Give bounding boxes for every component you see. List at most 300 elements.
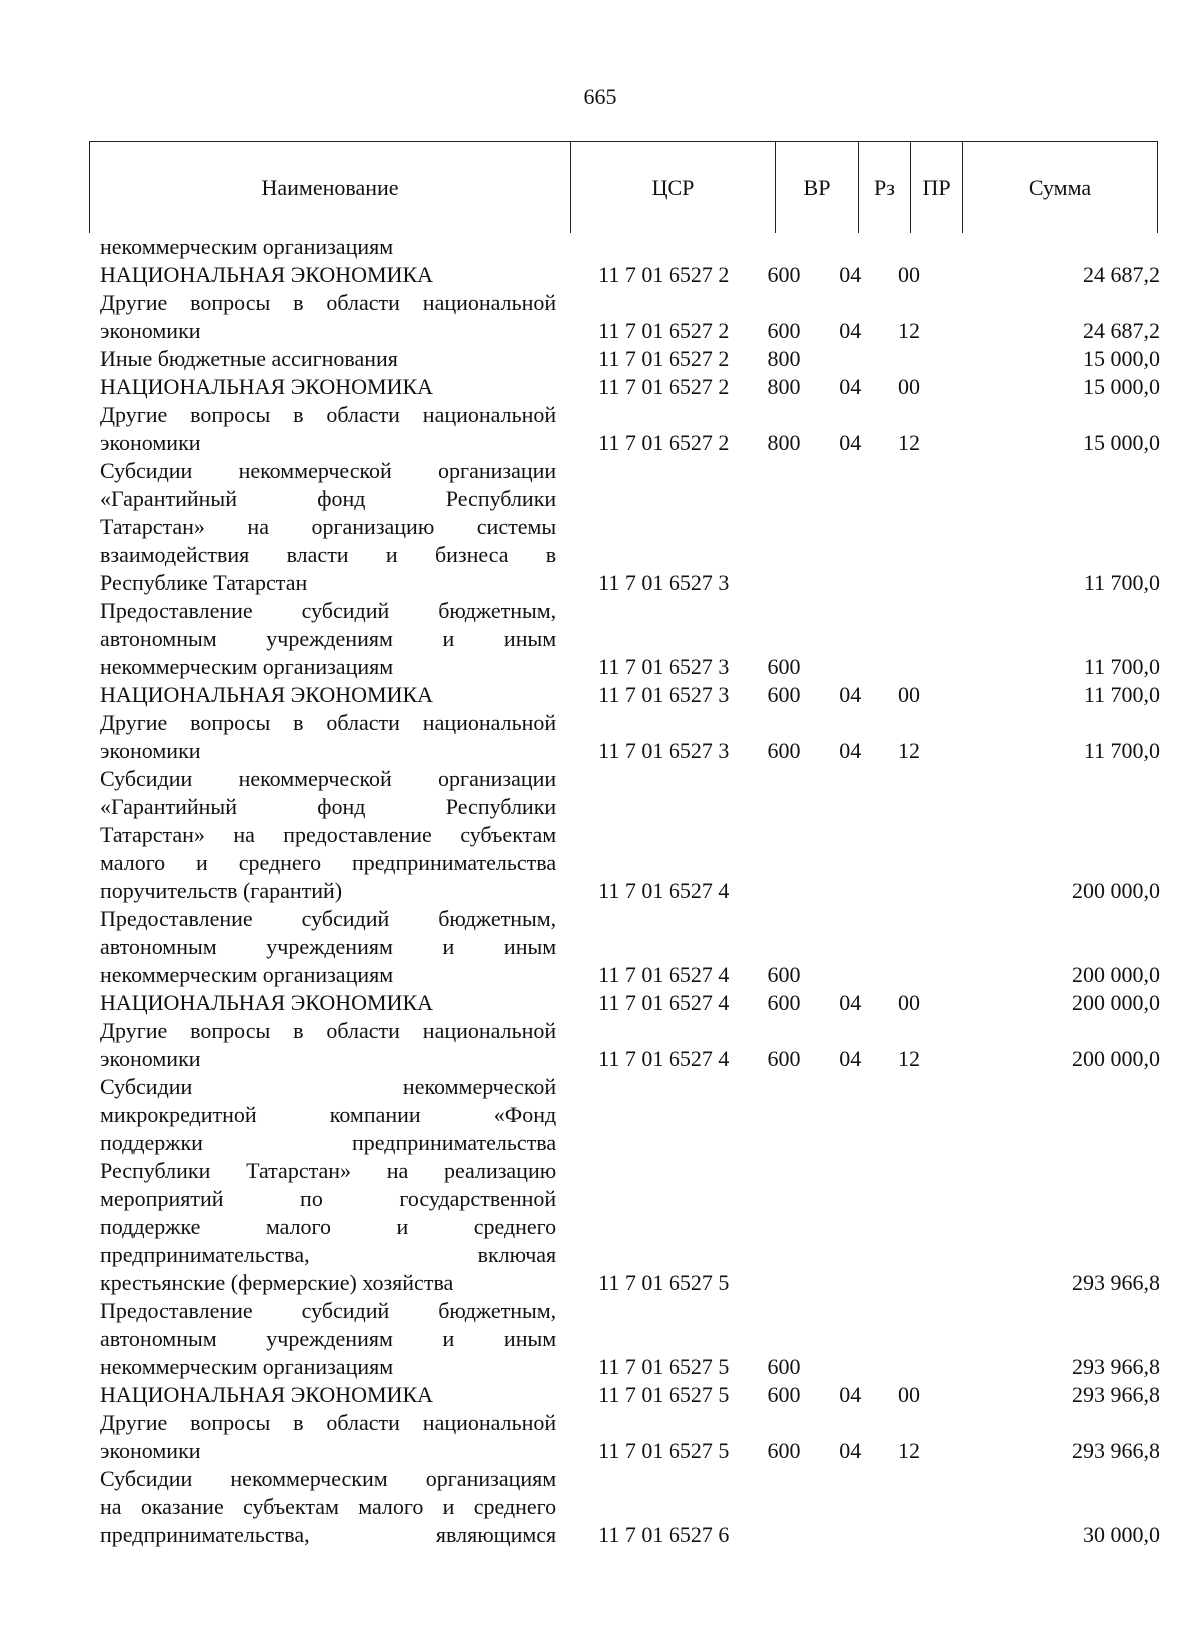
pr-cell bbox=[894, 709, 953, 737]
vr-cell: 800 bbox=[767, 346, 801, 371]
rz-cell bbox=[835, 289, 894, 317]
vr-cell bbox=[758, 905, 836, 933]
rz-cell bbox=[835, 1465, 894, 1493]
pr-cell bbox=[894, 1129, 953, 1157]
sum-cell bbox=[953, 457, 1160, 485]
rz-cell bbox=[835, 569, 894, 597]
table-row bbox=[100, 989, 1160, 1017]
name-cell: Субсидии некоммерческой организации bbox=[100, 766, 557, 791]
pr-cell bbox=[894, 1185, 953, 1213]
table-row bbox=[100, 1213, 1160, 1241]
name-cell: поручительств (гарантий) bbox=[100, 878, 343, 903]
pr-cell bbox=[894, 1297, 953, 1325]
csr-cell: 11 7 01 6527 4 bbox=[598, 990, 730, 1015]
table-row bbox=[100, 821, 1160, 849]
sum-cell bbox=[953, 1409, 1160, 1437]
vr-cell bbox=[758, 541, 836, 569]
rz-cell bbox=[835, 485, 894, 513]
csr-cell bbox=[556, 1185, 757, 1213]
table-row bbox=[100, 1241, 1160, 1269]
table-row bbox=[100, 373, 1160, 401]
vr-cell: 600 bbox=[767, 682, 801, 707]
csr-cell bbox=[556, 1297, 757, 1325]
table-row bbox=[100, 289, 1160, 317]
rz-cell bbox=[835, 457, 894, 485]
name-cell: автономным учреждениям и иным bbox=[100, 934, 557, 959]
table-row bbox=[100, 401, 1160, 429]
name-cell: экономики bbox=[100, 430, 201, 455]
pr-cell bbox=[894, 821, 953, 849]
table-row bbox=[100, 1045, 1160, 1073]
csr-cell bbox=[556, 1493, 757, 1521]
vr-cell bbox=[758, 233, 836, 261]
vr-cell bbox=[758, 1269, 836, 1297]
csr-cell: 11 7 01 6527 5 bbox=[598, 1354, 730, 1379]
name-cell: Другие вопросы в области национальной bbox=[100, 290, 557, 315]
vr-cell bbox=[758, 1017, 836, 1045]
rz-cell bbox=[835, 1213, 894, 1241]
name-cell: крестьянские (фермерские) хозяйства bbox=[100, 1270, 454, 1295]
name-cell: микрокредитной компании «Фонд bbox=[100, 1102, 557, 1127]
name-cell: Республике Татарстан bbox=[100, 570, 308, 595]
name-cell: НАЦИОНАЛЬНАЯ ЭКОНОМИКА bbox=[100, 990, 434, 1015]
sum-cell: 11 700,0 bbox=[1083, 738, 1160, 763]
table-row bbox=[100, 793, 1160, 821]
vr-cell bbox=[758, 401, 836, 429]
table-row bbox=[100, 933, 1160, 961]
csr-cell bbox=[556, 513, 757, 541]
sum-cell bbox=[953, 1157, 1160, 1185]
csr-cell: 11 7 01 6527 2 bbox=[598, 318, 730, 343]
name-cell: «Гарантийный фонд Республики bbox=[100, 486, 557, 511]
table-row bbox=[100, 429, 1160, 457]
csr-cell bbox=[556, 1465, 757, 1493]
rz-cell bbox=[835, 849, 894, 877]
pr-cell bbox=[894, 653, 953, 681]
rz-cell bbox=[835, 793, 894, 821]
rz-cell: 04 bbox=[839, 738, 862, 763]
csr-cell bbox=[556, 401, 757, 429]
table-row bbox=[100, 1325, 1160, 1353]
vr-cell: 600 bbox=[767, 962, 801, 987]
rz-cell bbox=[835, 905, 894, 933]
table-row bbox=[100, 597, 1160, 625]
sum-cell bbox=[953, 401, 1160, 429]
column-header-vr: ВР bbox=[776, 142, 859, 234]
rz-cell bbox=[835, 233, 894, 261]
name-cell: Иные бюджетные ассигнования bbox=[100, 346, 398, 371]
name-cell: на оказание субъектам малого и среднего bbox=[100, 1494, 557, 1519]
sum-cell: 200 000,0 bbox=[1072, 878, 1160, 903]
pr-cell: 12 bbox=[898, 1046, 921, 1071]
name-cell: поддержке малого и среднего bbox=[100, 1214, 557, 1239]
sum-cell: 11 700,0 bbox=[1083, 570, 1160, 595]
pr-cell bbox=[894, 1073, 953, 1101]
rz-cell: 04 bbox=[839, 374, 862, 399]
vr-cell: 600 bbox=[767, 1046, 801, 1071]
csr-cell bbox=[556, 1409, 757, 1437]
sum-cell: 293 966,8 bbox=[1072, 1382, 1160, 1407]
table-row bbox=[100, 261, 1160, 289]
table-row bbox=[100, 1409, 1160, 1437]
csr-cell: 11 7 01 6527 3 bbox=[598, 570, 730, 595]
pr-cell: 00 bbox=[898, 682, 921, 707]
name-cell: Субсидии некоммерческой организации bbox=[100, 458, 557, 483]
rz-cell bbox=[835, 933, 894, 961]
csr-cell bbox=[556, 541, 757, 569]
page-number: 665 bbox=[583, 84, 617, 109]
table-row bbox=[100, 1381, 1160, 1409]
csr-cell bbox=[556, 1213, 757, 1241]
rz-cell: 04 bbox=[839, 1046, 862, 1071]
name-cell: Татарстан» на предоставление субъектам bbox=[100, 822, 557, 847]
sum-cell: 15 000,0 bbox=[1083, 430, 1160, 455]
rz-cell bbox=[835, 1325, 894, 1353]
csr-cell bbox=[556, 849, 757, 877]
pr-cell bbox=[894, 793, 953, 821]
csr-cell: 11 7 01 6527 3 bbox=[598, 654, 730, 679]
rz-cell bbox=[835, 653, 894, 681]
sum-cell: 293 966,8 bbox=[1072, 1438, 1160, 1463]
sum-cell bbox=[953, 597, 1160, 625]
vr-cell bbox=[758, 709, 836, 737]
pr-cell bbox=[894, 1241, 953, 1269]
vr-cell bbox=[758, 821, 836, 849]
column-header-pr: ПР bbox=[911, 142, 963, 234]
csr-cell: 11 7 01 6527 4 bbox=[598, 962, 730, 987]
sum-cell bbox=[953, 625, 1160, 653]
sum-cell bbox=[953, 1101, 1160, 1129]
vr-cell bbox=[758, 1073, 836, 1101]
table-row bbox=[100, 1521, 1160, 1549]
vr-cell bbox=[758, 1521, 836, 1549]
vr-cell bbox=[758, 1157, 836, 1185]
rz-cell: 04 bbox=[839, 262, 862, 287]
vr-cell bbox=[758, 793, 836, 821]
table-row bbox=[100, 1269, 1160, 1297]
sum-cell: 200 000,0 bbox=[1072, 1046, 1160, 1071]
csr-cell bbox=[556, 905, 757, 933]
vr-cell: 600 bbox=[767, 1438, 801, 1463]
column-header-name: Наименование bbox=[90, 142, 571, 234]
vr-cell: 600 bbox=[767, 262, 801, 287]
pr-cell bbox=[894, 1521, 953, 1549]
table-row bbox=[100, 541, 1160, 569]
pr-cell bbox=[894, 933, 953, 961]
table-row bbox=[100, 233, 1160, 261]
sum-cell bbox=[953, 849, 1160, 877]
rz-cell bbox=[835, 821, 894, 849]
table-row bbox=[100, 1493, 1160, 1521]
csr-cell: 11 7 01 6527 3 bbox=[598, 738, 730, 763]
table-row bbox=[100, 1465, 1160, 1493]
pr-cell bbox=[894, 877, 953, 905]
csr-cell bbox=[556, 1101, 757, 1129]
rz-cell bbox=[835, 1409, 894, 1437]
column-header-rz: Рз bbox=[859, 142, 911, 234]
table-row bbox=[100, 457, 1160, 485]
vr-cell bbox=[758, 1129, 836, 1157]
pr-cell bbox=[894, 1325, 953, 1353]
rz-cell: 04 bbox=[839, 682, 862, 707]
rz-cell bbox=[835, 345, 894, 373]
pr-cell bbox=[894, 401, 953, 429]
name-cell: НАЦИОНАЛЬНАЯ ЭКОНОМИКА bbox=[100, 262, 434, 287]
table-header bbox=[89, 141, 1158, 233]
table-row bbox=[100, 317, 1160, 345]
rz-cell bbox=[835, 709, 894, 737]
csr-cell bbox=[556, 485, 757, 513]
pr-cell bbox=[894, 597, 953, 625]
sum-cell bbox=[953, 289, 1160, 317]
csr-cell: 11 7 01 6527 2 bbox=[598, 262, 730, 287]
rz-cell bbox=[835, 961, 894, 989]
sum-cell: 11 700,0 bbox=[1083, 682, 1160, 707]
vr-cell bbox=[758, 569, 836, 597]
pr-cell: 00 bbox=[898, 990, 921, 1015]
name-cell: Субсидии некоммерческим организациям bbox=[100, 1466, 557, 1491]
table-body bbox=[100, 233, 1160, 1549]
csr-cell: 11 7 01 6527 5 bbox=[598, 1382, 730, 1407]
pr-cell bbox=[894, 1493, 953, 1521]
pr-cell bbox=[894, 289, 953, 317]
vr-cell bbox=[758, 765, 836, 793]
pr-cell bbox=[894, 1465, 953, 1493]
sum-cell bbox=[953, 1493, 1160, 1521]
table-row bbox=[100, 905, 1160, 933]
sum-cell: 293 966,8 bbox=[1072, 1270, 1160, 1295]
name-cell: поддержки предпринимательства bbox=[100, 1130, 557, 1155]
csr-cell bbox=[556, 1129, 757, 1157]
name-cell: Другие вопросы в области национальной bbox=[100, 402, 557, 427]
name-cell: экономики bbox=[100, 1438, 201, 1463]
csr-cell bbox=[556, 821, 757, 849]
rz-cell bbox=[835, 1157, 894, 1185]
rz-cell bbox=[835, 1297, 894, 1325]
pr-cell bbox=[894, 961, 953, 989]
name-cell: Субсидии некоммерческой bbox=[100, 1074, 557, 1099]
pr-cell: 12 bbox=[898, 318, 921, 343]
name-cell: Предоставление субсидий бюджетным, bbox=[100, 598, 557, 623]
table-row bbox=[100, 513, 1160, 541]
sum-cell: 15 000,0 bbox=[1083, 374, 1160, 399]
table-row bbox=[100, 1157, 1160, 1185]
column-header-csr: ЦСР bbox=[571, 142, 776, 234]
rz-cell bbox=[835, 877, 894, 905]
pr-cell bbox=[894, 485, 953, 513]
pr-cell bbox=[894, 1409, 953, 1437]
csr-cell: 11 7 01 6527 6 bbox=[598, 1522, 730, 1547]
table-row bbox=[100, 681, 1160, 709]
pr-cell bbox=[894, 849, 953, 877]
sum-cell bbox=[953, 485, 1160, 513]
name-cell: мероприятий по государственной bbox=[100, 1186, 557, 1211]
sum-cell bbox=[953, 541, 1160, 569]
rz-cell bbox=[835, 1241, 894, 1269]
pr-cell bbox=[894, 1017, 953, 1045]
rz-cell: 04 bbox=[839, 990, 862, 1015]
csr-cell: 11 7 01 6527 2 bbox=[598, 430, 730, 455]
table-row bbox=[100, 765, 1160, 793]
csr-cell bbox=[556, 1017, 757, 1045]
vr-cell bbox=[758, 513, 836, 541]
name-cell: предпринимательства, включая bbox=[100, 1242, 557, 1267]
csr-cell: 11 7 01 6527 2 bbox=[598, 346, 730, 371]
csr-cell: 11 7 01 6527 2 bbox=[598, 374, 730, 399]
table-row bbox=[100, 1185, 1160, 1213]
name-cell: экономики bbox=[100, 738, 201, 763]
sum-cell bbox=[953, 1185, 1160, 1213]
vr-cell: 600 bbox=[767, 1382, 801, 1407]
table-row bbox=[100, 1129, 1160, 1157]
sum-cell bbox=[953, 1325, 1160, 1353]
name-cell: некоммерческим организациям bbox=[100, 1354, 394, 1379]
table-row bbox=[100, 1073, 1160, 1101]
rz-cell bbox=[835, 401, 894, 429]
csr-cell bbox=[556, 765, 757, 793]
name-cell: Другие вопросы в области национальной bbox=[100, 1018, 557, 1043]
rz-cell bbox=[835, 1493, 894, 1521]
sum-cell bbox=[953, 513, 1160, 541]
pr-cell bbox=[894, 1213, 953, 1241]
sum-cell bbox=[953, 1129, 1160, 1157]
vr-cell bbox=[758, 1465, 836, 1493]
csr-cell bbox=[556, 1241, 757, 1269]
vr-cell: 800 bbox=[767, 430, 801, 455]
vr-cell bbox=[758, 1325, 836, 1353]
sum-cell: 293 966,8 bbox=[1072, 1354, 1160, 1379]
csr-cell: 11 7 01 6527 4 bbox=[598, 1046, 730, 1071]
pr-cell: 00 bbox=[898, 374, 921, 399]
rz-cell bbox=[835, 597, 894, 625]
pr-cell bbox=[894, 569, 953, 597]
sum-cell bbox=[953, 933, 1160, 961]
table-row bbox=[100, 877, 1160, 905]
csr-cell: 11 7 01 6527 5 bbox=[598, 1438, 730, 1463]
rz-cell bbox=[835, 1101, 894, 1129]
sum-cell bbox=[953, 793, 1160, 821]
csr-cell bbox=[556, 597, 757, 625]
rz-cell bbox=[835, 1269, 894, 1297]
pr-cell bbox=[894, 457, 953, 485]
rz-cell: 04 bbox=[839, 318, 862, 343]
name-cell: некоммерческим организациям bbox=[100, 654, 394, 679]
table-row bbox=[100, 653, 1160, 681]
vr-cell: 800 bbox=[767, 374, 801, 399]
sum-cell bbox=[953, 1297, 1160, 1325]
csr-cell: 11 7 01 6527 5 bbox=[598, 1270, 730, 1295]
sum-cell: 30 000,0 bbox=[1083, 1522, 1160, 1547]
table-row bbox=[100, 569, 1160, 597]
vr-cell bbox=[758, 1241, 836, 1269]
rz-cell bbox=[835, 1073, 894, 1101]
vr-cell bbox=[758, 457, 836, 485]
vr-cell bbox=[758, 1213, 836, 1241]
sum-cell bbox=[953, 1465, 1160, 1493]
sum-cell: 15 000,0 bbox=[1083, 346, 1160, 371]
name-cell: Предоставление субсидий бюджетным, bbox=[100, 906, 557, 931]
pr-cell bbox=[894, 513, 953, 541]
csr-cell bbox=[556, 1073, 757, 1101]
sum-cell bbox=[953, 1213, 1160, 1241]
name-cell: малого и среднего предпринимательства bbox=[100, 850, 557, 875]
pr-cell bbox=[894, 345, 953, 373]
sum-cell: 24 687,2 bbox=[1083, 262, 1160, 287]
name-cell: взаимодействия власти и бизнеса в bbox=[100, 542, 557, 567]
vr-cell bbox=[758, 485, 836, 513]
vr-cell bbox=[758, 933, 836, 961]
csr-cell bbox=[556, 709, 757, 737]
sum-cell: 11 700,0 bbox=[1083, 654, 1160, 679]
table-row bbox=[100, 961, 1160, 989]
pr-cell bbox=[894, 1353, 953, 1381]
pr-cell bbox=[894, 625, 953, 653]
csr-cell: 11 7 01 6527 3 bbox=[598, 682, 730, 707]
csr-cell bbox=[556, 457, 757, 485]
name-cell: Республики Татарстан» на реализацию bbox=[100, 1158, 557, 1183]
pr-cell bbox=[894, 905, 953, 933]
rz-cell bbox=[835, 1521, 894, 1549]
pr-cell: 12 bbox=[898, 738, 921, 763]
sum-cell bbox=[953, 821, 1160, 849]
name-cell: некоммерческим организациям bbox=[100, 962, 394, 987]
csr-cell bbox=[556, 625, 757, 653]
rz-cell: 04 bbox=[839, 1438, 862, 1463]
name-cell: НАЦИОНАЛЬНАЯ ЭКОНОМИКА bbox=[100, 374, 434, 399]
table-row bbox=[100, 485, 1160, 513]
csr-cell: 11 7 01 6527 4 bbox=[598, 878, 730, 903]
vr-cell bbox=[758, 1409, 836, 1437]
name-cell: Другие вопросы в области национальной bbox=[100, 710, 557, 735]
csr-cell bbox=[556, 289, 757, 317]
csr-cell bbox=[556, 793, 757, 821]
sum-cell: 200 000,0 bbox=[1072, 990, 1160, 1015]
sum-cell bbox=[953, 709, 1160, 737]
pr-cell: 12 bbox=[898, 430, 921, 455]
pr-cell: 00 bbox=[898, 1382, 921, 1407]
csr-cell bbox=[556, 1157, 757, 1185]
pr-cell bbox=[894, 1157, 953, 1185]
name-cell: предпринимательства, являющимся bbox=[100, 1522, 557, 1547]
vr-cell: 600 bbox=[767, 318, 801, 343]
sum-cell: 24 687,2 bbox=[1083, 318, 1160, 343]
rz-cell: 04 bbox=[839, 1382, 862, 1407]
rz-cell bbox=[835, 513, 894, 541]
table-row bbox=[100, 737, 1160, 765]
vr-cell bbox=[758, 1101, 836, 1129]
sum-cell bbox=[953, 1017, 1160, 1045]
rz-cell bbox=[835, 1017, 894, 1045]
sum-cell bbox=[953, 765, 1160, 793]
vr-cell bbox=[758, 597, 836, 625]
name-cell: НАЦИОНАЛЬНАЯ ЭКОНОМИКА bbox=[100, 682, 434, 707]
pr-cell bbox=[894, 765, 953, 793]
vr-cell bbox=[758, 289, 836, 317]
vr-cell bbox=[758, 625, 836, 653]
rz-cell bbox=[835, 1353, 894, 1381]
csr-cell bbox=[556, 1325, 757, 1353]
table-row bbox=[100, 1437, 1160, 1465]
table-row bbox=[100, 1101, 1160, 1129]
vr-cell bbox=[758, 1493, 836, 1521]
name-cell: Предоставление субсидий бюджетным, bbox=[100, 1298, 557, 1323]
rz-cell: 04 bbox=[839, 430, 862, 455]
vr-cell: 600 bbox=[767, 654, 801, 679]
name-cell: Татарстан» на организацию системы bbox=[100, 514, 557, 539]
rz-cell bbox=[835, 1129, 894, 1157]
table-row bbox=[100, 1017, 1160, 1045]
table-row bbox=[100, 1353, 1160, 1381]
